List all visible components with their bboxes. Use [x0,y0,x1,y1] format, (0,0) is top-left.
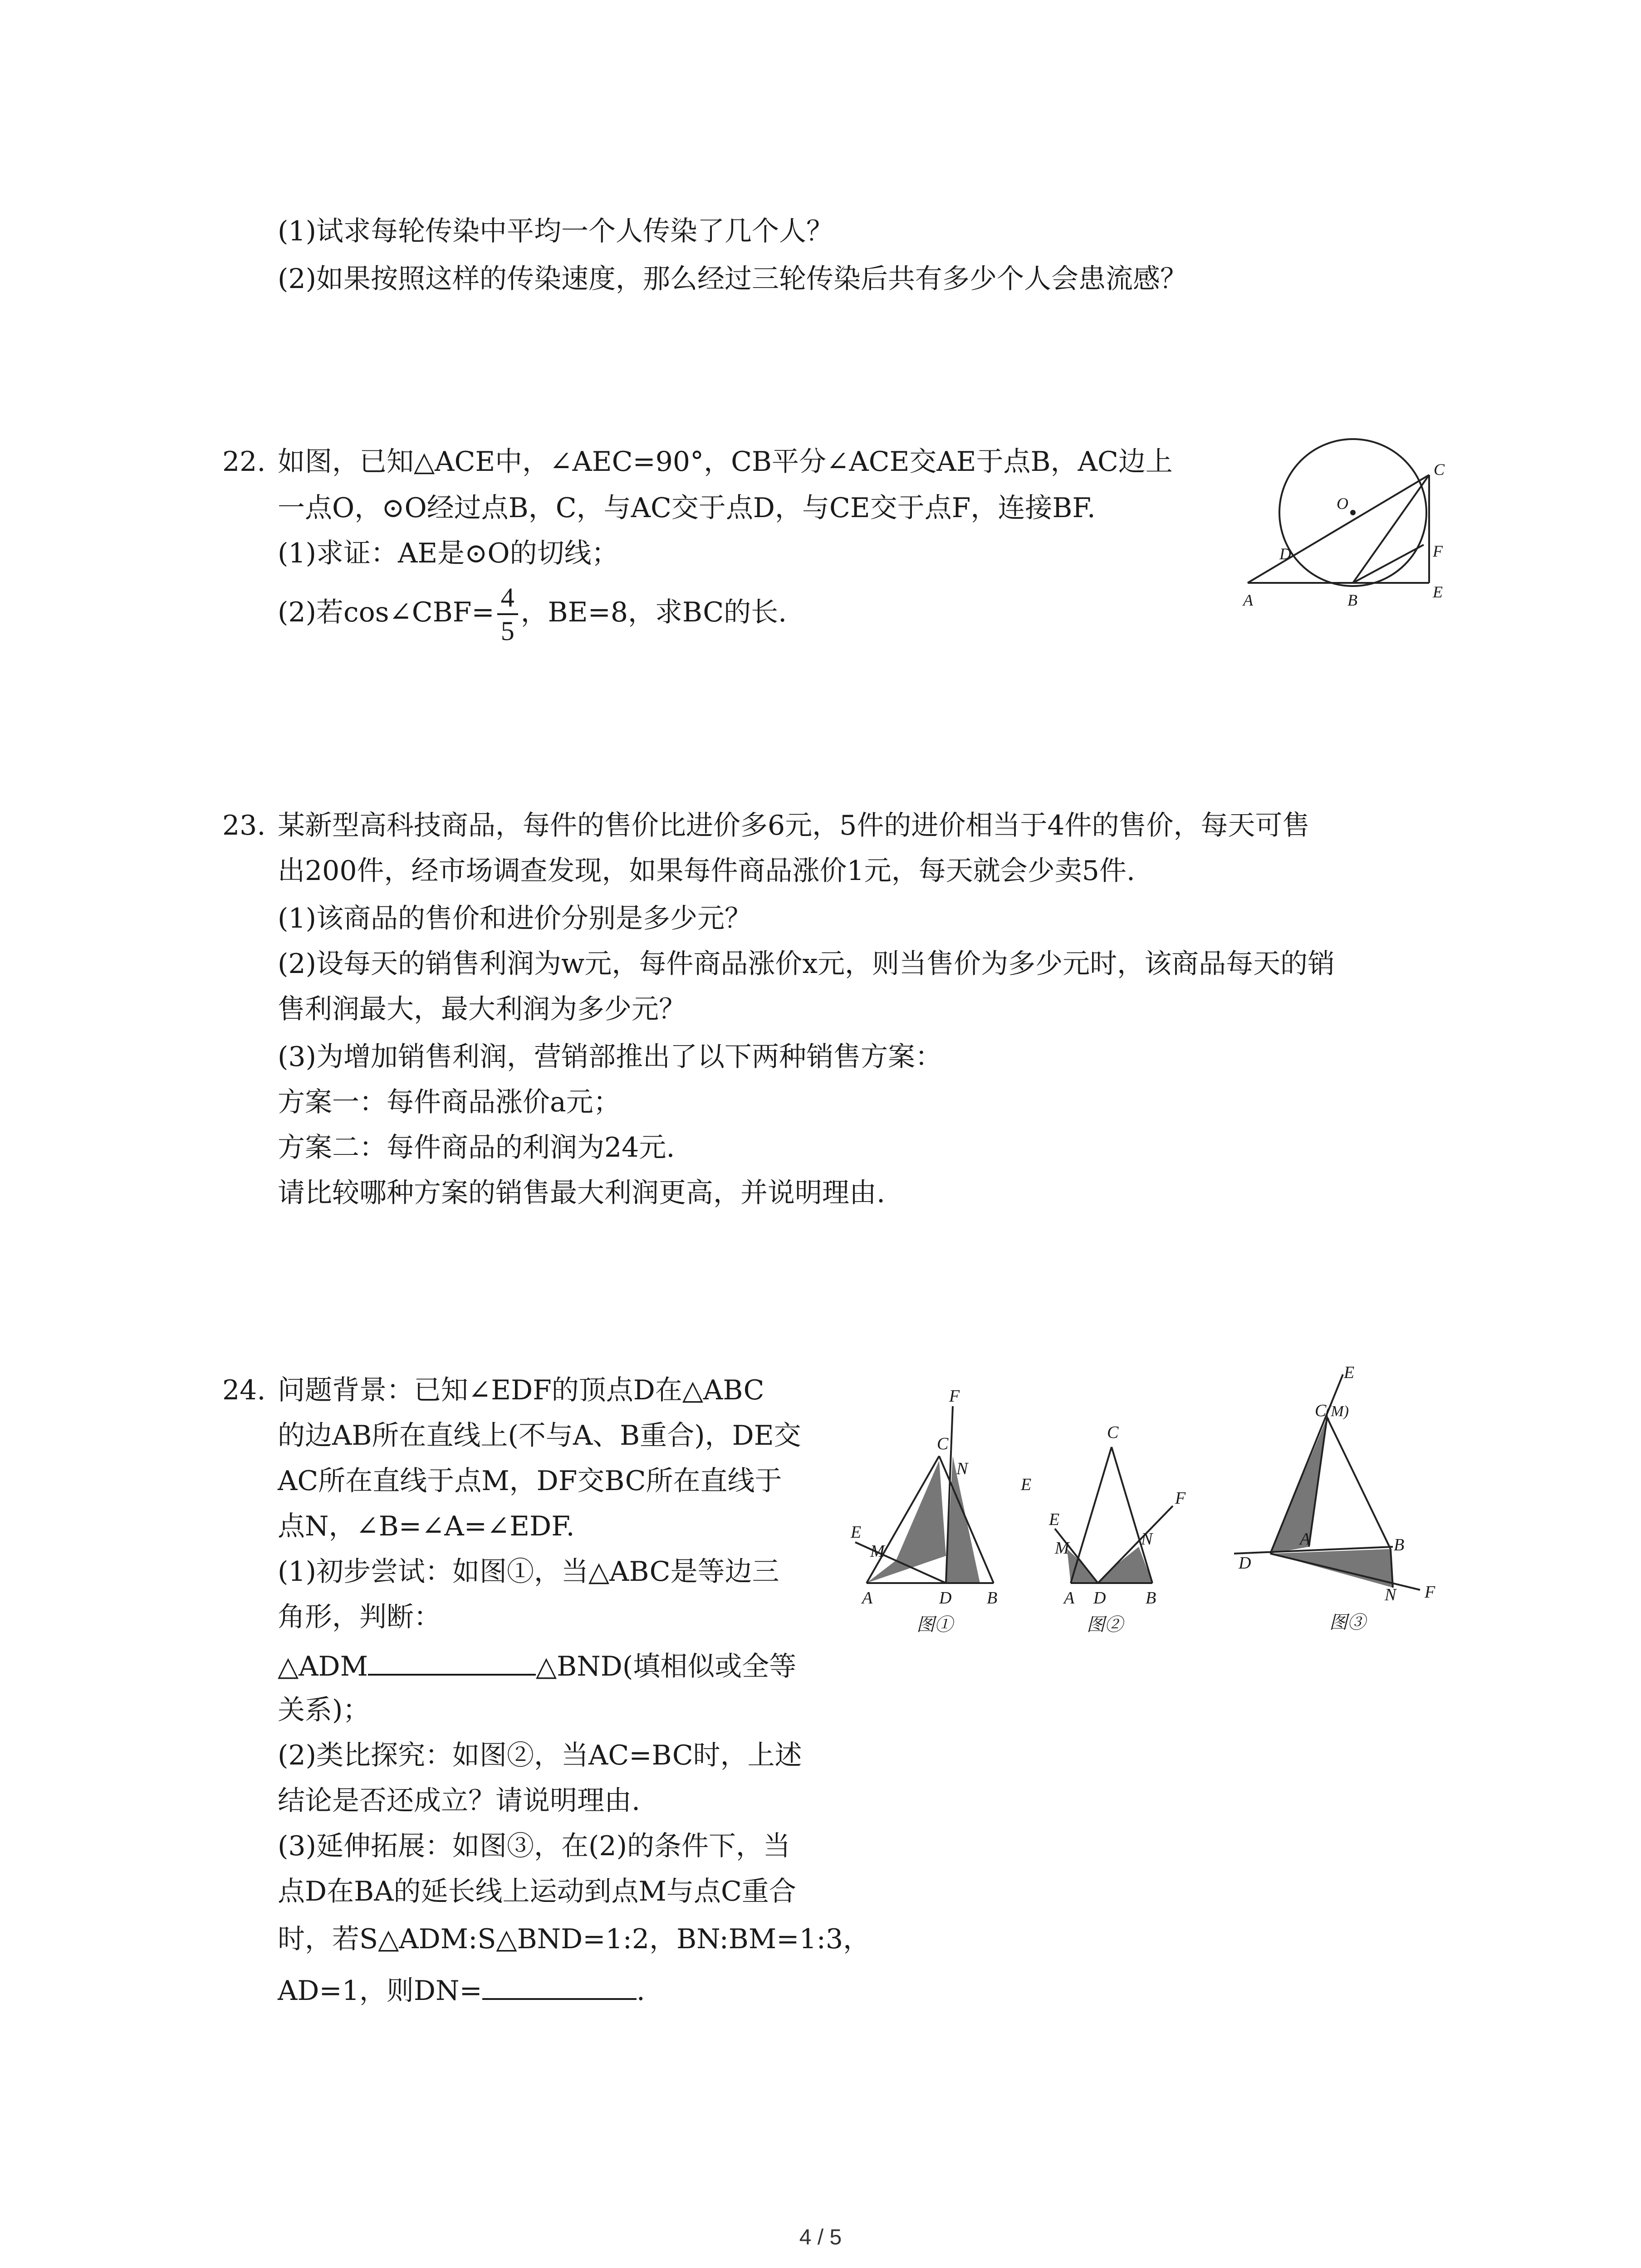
q22-label-e: E [1433,583,1443,601]
fig1-caption: 图① [916,1614,953,1633]
q24-part3-line1: (3)延伸拓展：如图③，在(2)的条件下，当 [278,1830,790,1862]
q24-part1-line2: 角形，判断： [278,1601,441,1633]
fig2-label-d: D [1093,1589,1106,1608]
q24-ad-dn: AD=1，则DN= [278,1975,482,2007]
fig3-label-d: D [1239,1554,1251,1573]
q22-frac-den: 5 [500,616,514,646]
fig1-label-f: F [949,1388,960,1406]
fig2-label-e: E [1021,1475,1032,1494]
q24-answer-blank-2[interactable] [482,1971,637,2000]
fig3-label-b: B [1394,1535,1405,1554]
q24-line2: 的边AB所在直线上(不与A、B重合)，DE交 [278,1420,801,1452]
q22-part2-suffix: ，BE=8，求BC的长. [520,596,787,628]
q22-label-o: O [1337,494,1348,513]
q24-part1-line4: 关系)； [278,1694,370,1726]
q22-line2: 一点O，⊙O经过点B，C，与AC交于点D，与CE交于点F，连接BF. [278,492,1096,524]
q22-part2-prefix: (2)若cos∠CBF= [278,596,495,628]
q23-part3: (3)为增加销售利润，营销部推出了以下两种销售方案： [278,1041,942,1073]
q24-number: 24. [222,1374,266,1406]
fig2-caption: 图② [1087,1614,1123,1633]
fig2-label-b: B [1146,1589,1156,1608]
q22-part1: (1)求证：AE是⊙O的切线； [278,538,619,569]
q24-part3-line2: 点D在BA的延长线上运动到点M与点C重合 [278,1876,796,1907]
q22-frac-num: 4 [497,582,518,615]
fig3-label-c: C [1315,1401,1327,1420]
q22-line1: 如图，已知△ACE中，∠AEC=90°，CB平分∠ACE交AE于点B，AC边上 [278,446,1173,478]
fig2-label-m: M [1055,1539,1069,1558]
q21-part1: (1)试求每轮传染中平均一个人传染了几个人？ [278,215,833,247]
fig1-label-c: C [937,1434,949,1453]
fig1-label-b: B [987,1589,998,1608]
fig3-label-n: N [1385,1585,1396,1604]
q24-line3: AC所在直线于点M，DF交BC所在直线于 [278,1465,782,1497]
q23-part2-line2: 售利润最大，最大利润为多少元？ [278,993,686,1025]
q22-label-a: A [1243,591,1253,609]
fig3-label-f: F [1425,1583,1435,1602]
q24-part1-line3 [278,1647,796,1685]
q24-line4: 点N，∠B=∠A=∠EDF. [278,1510,575,1542]
fig1-label-e: E [851,1523,862,1542]
q23-part2-line1: (2)设每天的销售利润为w元，每件商品涨价x元，则当售价为多少元时，该商品每天的销 [278,948,1335,980]
fig1-label-n: N [956,1459,968,1478]
q22-label-c: C [1434,460,1445,479]
q23-compare: 请比较哪种方案的销售最大利润更高，并说明理由. [278,1177,886,1209]
fig1-label-d: D [939,1589,952,1608]
q24-part1-line1: (1)初步尝试：如图①，当△ABC是等边三 [278,1556,779,1588]
q24-figure-2 [1016,1388,1207,1633]
fig3-label-e: E [1344,1363,1355,1382]
q24-bnd: △BND(填相似或全等 [536,1651,797,1682]
fig3-label-m: (M) [1326,1403,1349,1420]
q23-plan2: 方案二：每件商品的利润为24元. [278,1132,675,1163]
q24-period: . [636,1975,645,2007]
q24-adm: △ADM [278,1651,368,1682]
fig3-label-a: A [1300,1530,1311,1549]
q24-line1: 问题背景：已知∠EDF的顶点D在△ABC [278,1374,764,1406]
fig1-label-a: A [862,1589,873,1608]
q24-part3-line4 [278,1971,645,2009]
q22-part2 [278,576,787,649]
q22-label-b: B [1347,591,1357,609]
q22-figure [1239,433,1484,615]
q23-line1: 某新型高科技商品，每件的售价比进价多6元，5件的进价相当于4件的售价，每天可售 [278,810,1310,841]
q22-label-f: F [1433,542,1443,560]
q24-part3-line3: 时，若S△ADM:S△BND=1:2，BN:BM=1:3， [278,1923,871,1955]
q23-part1: (1)该商品的售价和进价分别是多少元？ [278,903,752,934]
fig2-label-f: F [1175,1489,1186,1508]
fig3-caption: 图③ [1329,1612,1366,1633]
q21-part2: (2)如果按照这样的传染速度，那么经过三轮传染后共有多少个人会患流感？ [278,263,1187,295]
fig1-label-m: M [870,1542,885,1561]
q24-part2-line1: (2)类比探究：如图②，当AC=BC时，上述 [278,1740,802,1771]
q22-fraction [497,582,518,647]
q24-part2-line2: 结论是否还成立？请说明理由. [278,1785,641,1817]
q22-number: 22. [222,446,266,478]
fig2-label-n: N [1141,1530,1153,1549]
fig2-label-a: A [1064,1589,1075,1608]
fig2-label-c: C [1107,1423,1119,1442]
page-number: 4 / 5 [799,2225,842,2249]
q24-figure-3 [1225,1361,1461,1633]
q23-number: 23. [222,810,266,841]
q23-plan1: 方案一：每件商品涨价a元； [278,1086,621,1118]
q23-line2: 出200件，经市场调查发现，如果每件商品涨价1元，每天就会少卖5件. [278,855,1135,887]
fig2-label-e2: E [1049,1510,1060,1529]
q22-label-d: D [1279,545,1291,563]
q24-answer-blank-1[interactable] [368,1647,536,1676]
